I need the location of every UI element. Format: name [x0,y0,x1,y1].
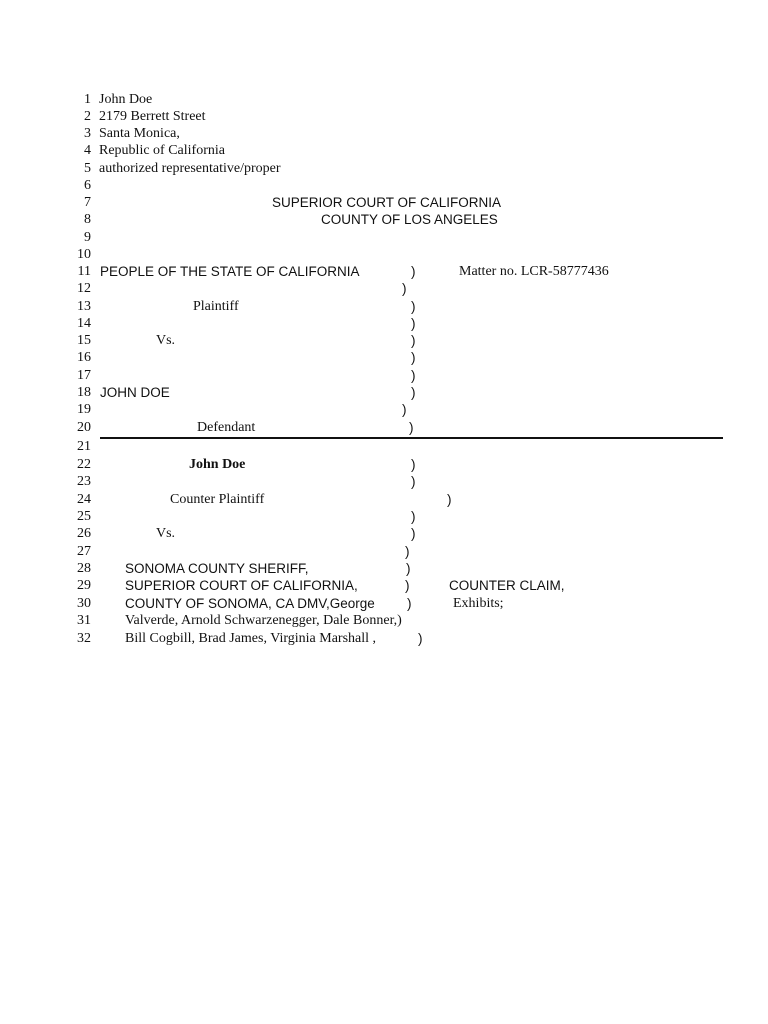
line-number: 27 [77,544,91,559]
line-number: 28 [77,561,91,576]
line-number: 22 [77,457,91,472]
caption-paren: ) [402,281,407,296]
counter-defendant-line: SUPERIOR COURT OF CALIFORNIA, [125,578,358,593]
caption-paren: ) [407,596,412,611]
caption-paren: ) [411,385,416,400]
filer-status: authorized representative/proper [99,161,281,176]
line-number: 6 [84,178,91,193]
counter-defendant-line: Valverde, Arnold Schwarzenegger, Dale Bonner,) [125,613,402,628]
line-number: 5 [84,161,91,176]
line-number: 19 [77,402,91,417]
caption-divider [100,437,723,439]
line-number: 1 [84,92,91,107]
line-number: 8 [84,212,91,227]
line-number: 2 [84,109,91,124]
line-number: 13 [77,299,91,314]
caption-paren: ) [411,509,416,524]
counter-defendant-line: COUNTY OF SONOMA, CA DMV,George [125,596,375,611]
filer-name: John Doe [99,92,153,107]
caption-paren: ) [402,402,407,417]
plaintiff-party: PEOPLE OF THE STATE OF CALIFORNIA [100,264,360,279]
line-number: 12 [77,281,91,296]
caption-paren: ) [406,561,411,576]
filer-street: 2179 Berrett Street [99,109,206,124]
caption-paren: ) [409,420,414,435]
line-number: 23 [77,474,91,489]
line-number: 21 [77,439,91,454]
line-number: 18 [77,385,91,400]
caption-paren: ) [411,333,416,348]
filer-country: Republic of California [99,143,225,158]
line-number: 29 [77,578,91,593]
line-number: 30 [77,596,91,611]
caption-paren: ) [405,578,410,593]
versus-label: Vs. [156,333,176,348]
line-number: 11 [77,264,91,279]
line-number: 9 [84,230,91,245]
document-title: COUNTER CLAIM, [449,578,565,593]
caption-paren: ) [411,474,416,489]
caption-paren: ) [405,544,410,559]
versus-label: Vs. [156,526,176,541]
caption-paren: ) [411,350,416,365]
counter-defendant-line: Bill Cogbill, Brad James, Virginia Marshall , [125,631,377,646]
line-number: 3 [84,126,91,141]
line-number: 16 [77,350,91,365]
line-number: 17 [77,368,91,383]
line-number: 24 [77,492,91,507]
counter-plaintiff-name: John Doe [189,457,246,472]
line-number: 14 [77,316,91,331]
caption-paren: ) [411,457,416,472]
line-number: 10 [77,247,91,262]
caption-paren: ) [447,492,452,507]
caption-paren: ) [411,299,416,314]
filer-city: Santa Monica, [99,126,180,141]
line-number: 26 [77,526,91,541]
exhibits-label: Exhibits; [453,596,504,611]
line-number: 31 [77,613,91,628]
line-number: 7 [84,195,91,210]
defendant-label: Defendant [197,420,256,435]
defendant-party: JOHN DOE [100,385,170,400]
caption-paren: ) [411,264,416,279]
court-county: COUNTY OF LOS ANGELES [321,212,498,227]
caption-paren: ) [411,526,416,541]
matter-number: Matter no. LCR-58777436 [459,264,609,279]
plaintiff-label: Plaintiff [193,299,239,314]
line-number: 25 [77,509,91,524]
line-number: 15 [77,333,91,348]
line-number: 20 [77,420,91,435]
caption-paren: ) [411,368,416,383]
line-number: 32 [77,631,91,646]
counter-defendant-line: SONOMA COUNTY SHERIFF, [125,561,309,576]
caption-paren: ) [418,631,423,646]
caption-paren: ) [411,316,416,331]
court-name: SUPERIOR COURT OF CALIFORNIA [272,195,502,210]
counter-plaintiff-label: Counter Plaintiff [170,492,265,507]
line-number: 4 [84,143,91,158]
